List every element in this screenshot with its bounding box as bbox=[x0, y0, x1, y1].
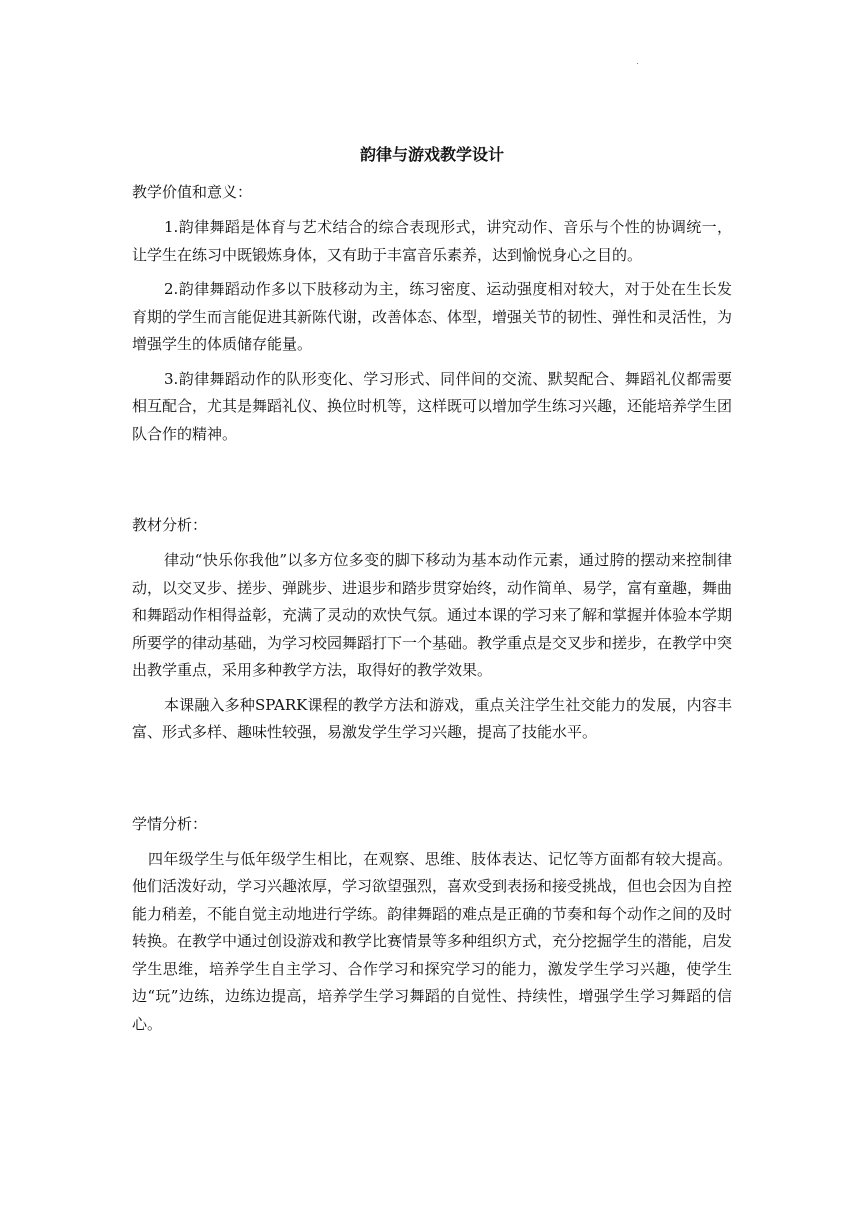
section-heading-students: 学情分析： bbox=[132, 814, 208, 833]
header-mark: · bbox=[636, 58, 639, 68]
section-heading-value: 教学价值和意义： bbox=[132, 183, 253, 201]
material-paragraph-2: 本课融入多种SPARK课程的教学方法和游戏，重点关注学生社交能力的发展，内容丰富、形式多样、趣味性较强，易激发学生学习兴趣，提高了技能水平。 bbox=[132, 695, 732, 741]
document-page bbox=[132, 138, 732, 1045]
students-paragraph-1: 四年级学生与低年级学生相比，在观察、思维、肢体表达、记忆等方面都有较大提高。他们活泼好动，学习兴趣浓厚，学习欲望强烈，喜欢受到表扬和接受挑战，但也会因为自控能力稍差，不能自觉主动地进行学练。韵律舞蹈的难点是正确的节奏和每个动作之间的及时转换。在教学中通过创设游戏和教学比赛情景等多种组织方式，充分挖掘学生的潜能，启发学生思维，培养学生自主学习、合作学习和探究学习的能力，激发学生学习兴趣，使学生边“玩”边练，边练边提高，培养学生学习舞蹈的自觉性、持续性，增强学生学习舞蹈的信心。 bbox=[132, 849, 733, 1033]
value-paragraph-1: 1.韵律舞蹈是体育与艺术结合的综合表现形式，讲究动作、音乐与个性的协调统一，让学生在练习中既锻炼身体，又有助于丰富音乐素养，达到愉悦身心之目的。 bbox=[132, 218, 732, 264]
value-paragraph-3: 3.韵律舞蹈动作的队形变化、学习形式、同伴间的交流、默契配合、舞蹈礼仪都需要相互配合，尤其是舞蹈礼仪、换位时机等，这样既可以增加学生练习兴趣，还能培养学生团队合作的精神。 bbox=[132, 369, 733, 443]
section-spacer bbox=[132, 455, 732, 511]
value-paragraph-2: 2.韵律舞蹈动作多以下肢移动为主，练习密度、运动强度相对较大，对于处在生长发育期的学生而言能促进其新陈代谢，改善体态、体型，增强关节的韧性、弹性和灵活性，为增强学生的体质储存能量。 bbox=[132, 280, 733, 353]
document-title: 韵律与游戏教学设计 bbox=[359, 145, 504, 164]
section-spacer bbox=[132, 754, 732, 810]
section-heading-material: 教材分析： bbox=[132, 516, 208, 534]
material-paragraph-1: 律动“快乐你我他”以多方位多变的脚下移动为基本动作元素，通过胯的摆动来控制律动，以交叉步、搓步、弹跳步、进退步和踏步贯穿始终，动作简单、易学，富有童趣，舞曲和舞蹈动作相得益彰，充满了灵动的欢快气氛。通过本课的学习来了解和掌握并体验本学期所要学的律动基础，为学习校园舞蹈打下一个基础。教学重点是交叉步和搓步，在教学中突出教学重点，采用多种教学方法，取得好的教学效果。 bbox=[132, 551, 733, 679]
